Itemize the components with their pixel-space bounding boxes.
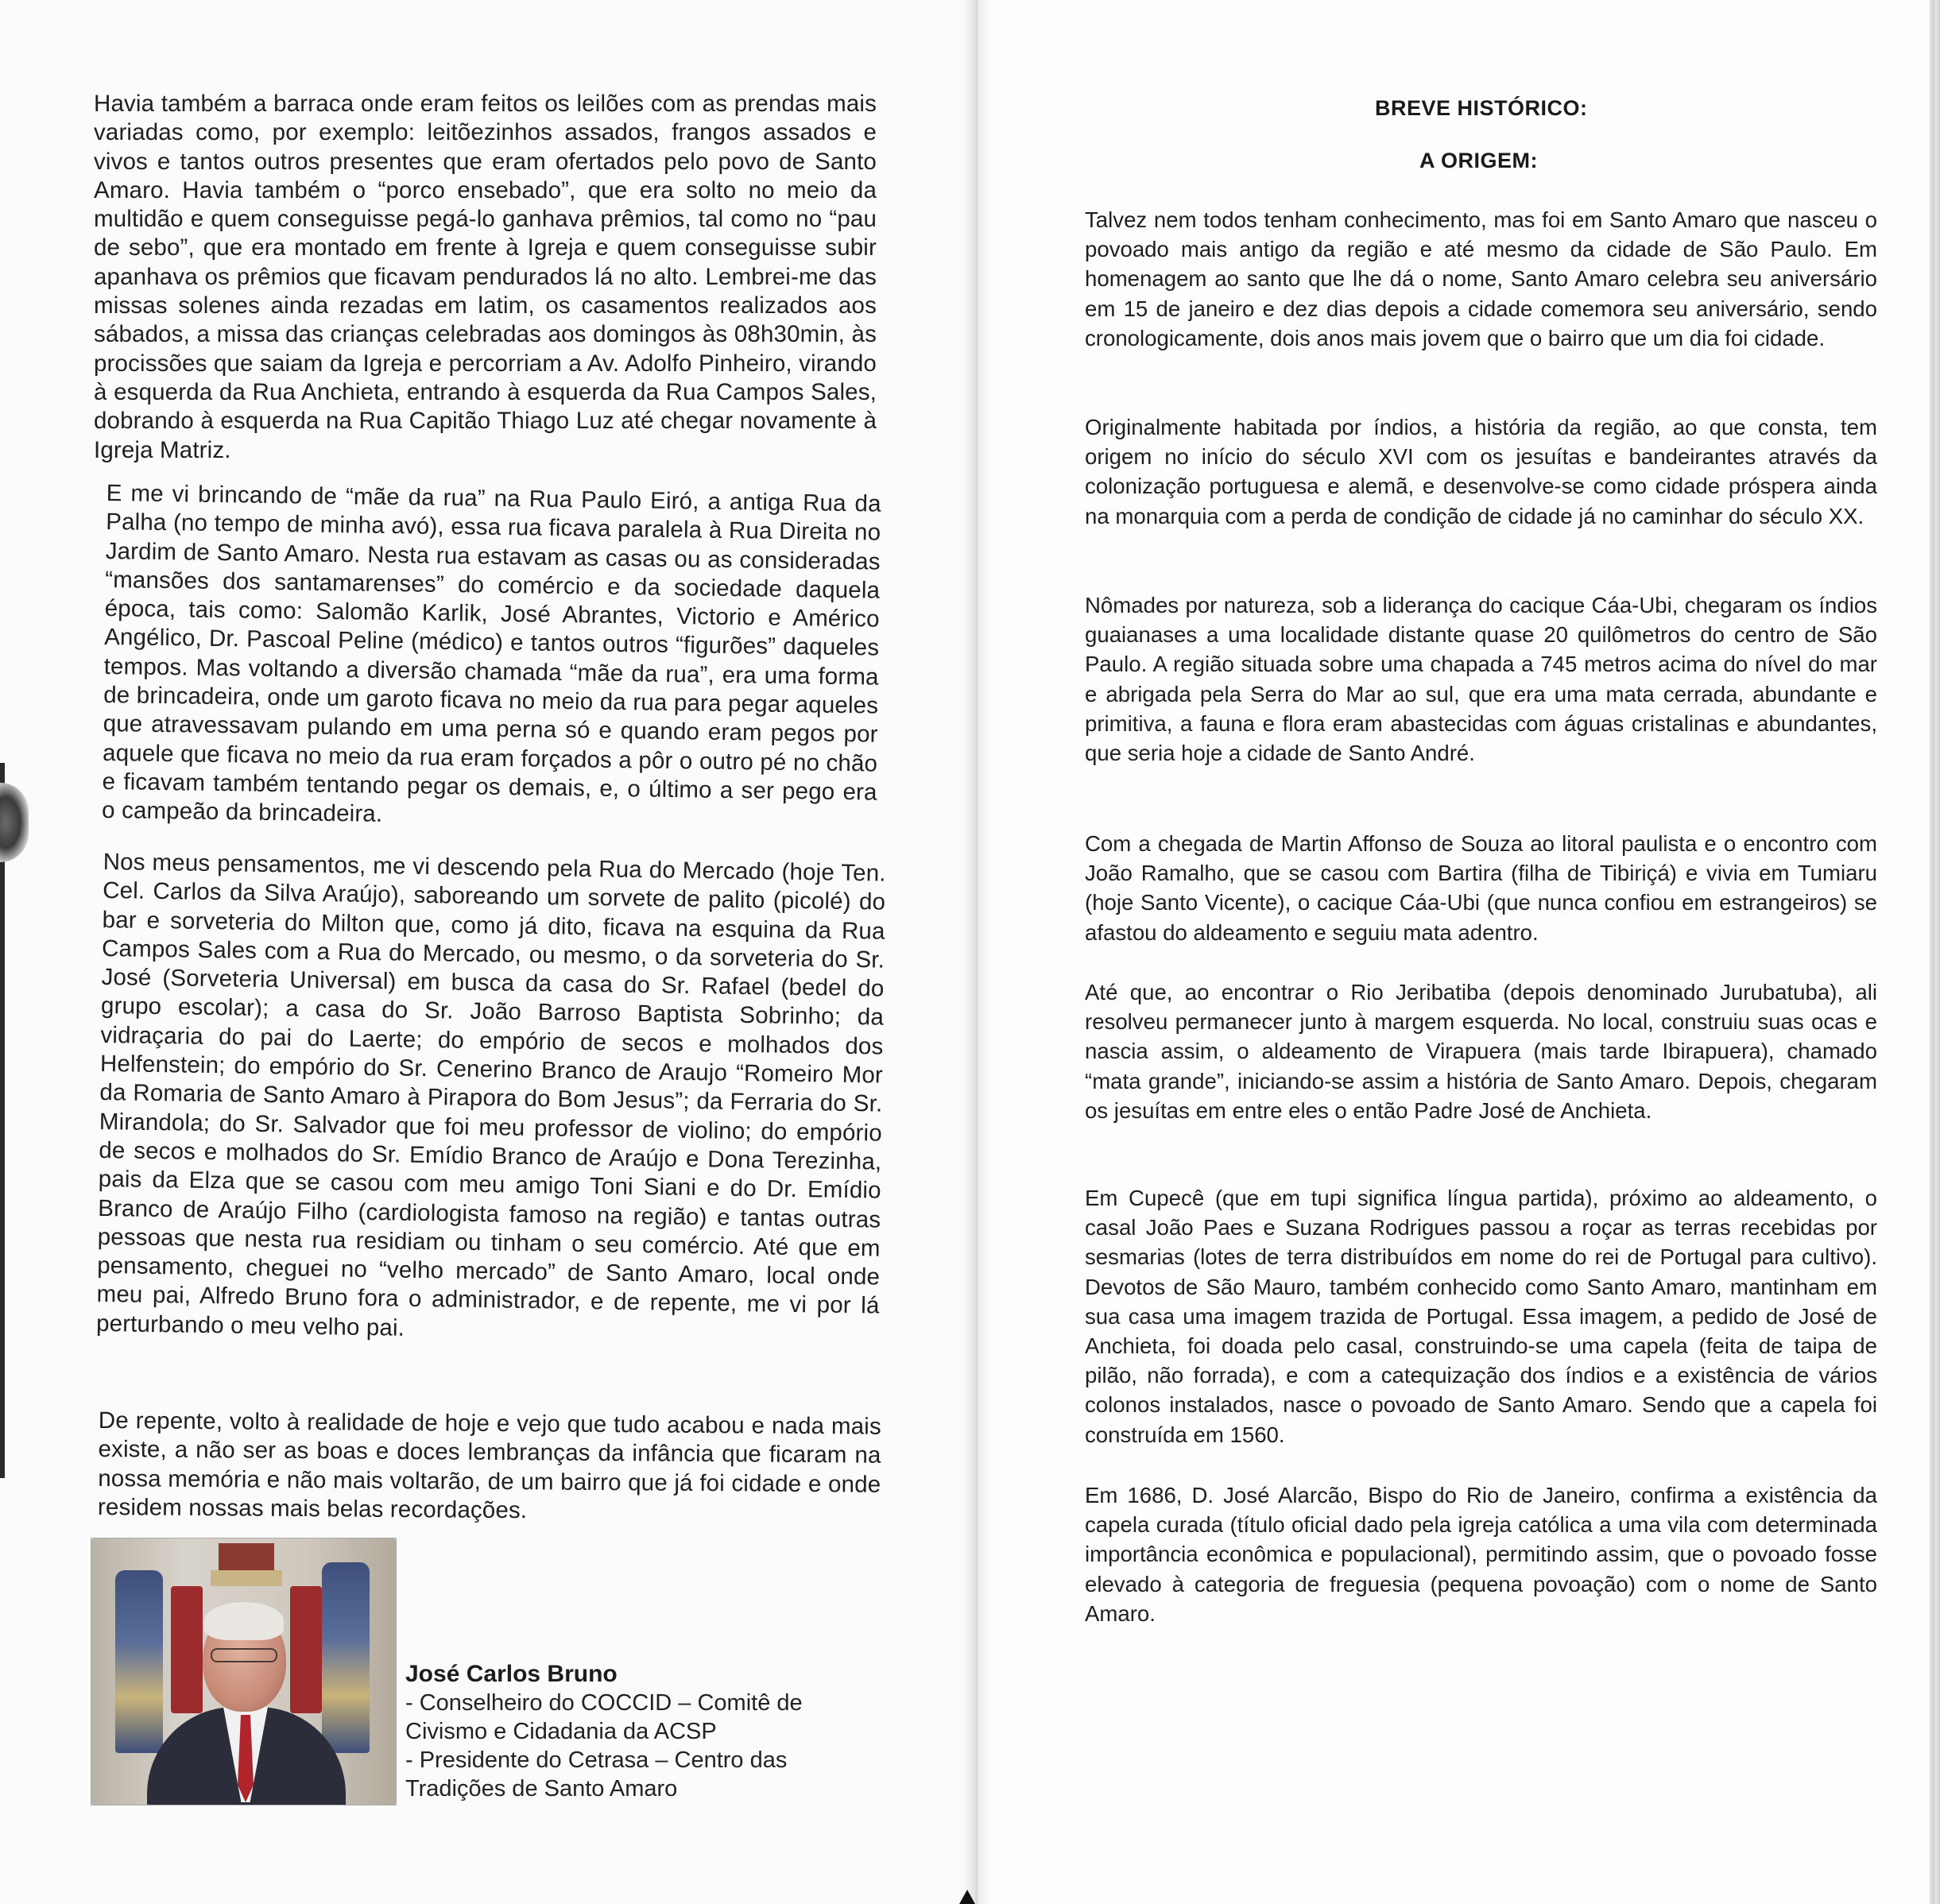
paragraph-text: E me vi brincando de “mãe da rua” na Rua Paulo Eiró, a antiga Rua da Palha (no tempo de minha avó), essa rua ficava paralela à Rua Direita no Jardim de Santo Amaro. Nesta rua estavam as casas ou as consideradas “mansões dos santamarenses” do comércio e da sociedade daquela época, tais como: Salomão Karlik, José Abrantes, Victorio e Américo Angélico, Dr. Pascoal Peline (médico) e tantos outros “figurões” daqueles tempos. Mas voltando a diversão chamada “mãe da rua”, era uma forma de brincadeira, onde um garoto ficava no meio da rua para pegar aqueles que atravessavam pulando em uma perna só e quando eram pegos por aquele que ficava no meio da rua eram forçados a pôr o outro pé no chão e ficavam também tentando pegar os demais, e, o último a ser pego era o campeão da brincadeira. bbox=[101, 479, 881, 828]
paragraph-text: Com a chegada de Martin Affonso de Souza ao litoral paulista e o encontro com João Ramalho, que se casou com Bartira (filha de Tibiriçá) e vivia em Tumiaru (hoje Santo Vicente), o cacique Cáa-Ubi (que nunca confiou em estrangeiros) se afastou do aldeamento e seguiu mata adentro. bbox=[1085, 831, 1877, 945]
left-paragraph-4 bbox=[98, 1407, 881, 1528]
paragraph-text: Talvez nem todos tenham conhecimento, mas foi em Santo Amaro que nasceu o povoado mais antigo da região e até mesmo da cidade de São Paulo. Em homenagem ao santo que lhe dá o nome, Santo Amaro celebra seu aniversário em 15 de janeiro e dez dias depois a cidade comemora seu aniversário, sendo cronologicamente, dois anos mais jovem que o bairro que um dia foi cidade. bbox=[1085, 207, 1877, 350]
section-subheading: A ORIGEM: bbox=[1419, 149, 1538, 172]
right-paragraph-2 bbox=[1085, 412, 1877, 531]
paragraph-text: Em Cupecê (que em tupi significa língua partida), próximo ao aldeamento, o casal João Paes e Suzana Rodrigues passou a roçar as terras recebidas por sesmarias (lotes de terra distribuídos em nome do rei de Portugal para cultivo). Devotos de São Mauro, também conhecido como Santo Amaro, mantinham em sua casa uma imagem trazida de Portugal. Essa imagem, a pedido de José de Anchieta, foi doada pelo casal, construindo-se uma capela (feita de taipa de pilão, não forrada), e com a catequização dos índios e a existência de vários colonos instalados, nasce o povoado de Santo Amaro. Sendo que a capela foi construída em 1560. bbox=[1085, 1186, 1877, 1447]
paragraph-text: Nos meus pensamentos, me vi descendo pela Rua do Mercado (hoje Ten. Cel. Carlos da Silva Araújo), saboreando um sorvete de palito (picolé) do bar e sorveteria do Milton que, como já dito, ficava na esquina da Rua Campos Sales com a Rua do Mercado, ou mesmo, o da sorveteria do Sr. José (Sorveteria Universal) em busca da casa do Sr. Rafael (bedel do grupo escolar); a casa do Sr. João Barroso Baptista Sobrinho; da vidraçaria do pai do Laerte; do empório de secos e molhados dos Helfenstein; do empório do Sr. Cenerino Branco de Araujo “Romeiro Mor da Romaria de Santo Amaro à Pirapora do Bom Jesus”; da Ferraria do Sr. Mirandola; do Sr. Salvador que foi meu professor de violino; do empório de secos e molhados do Sr. Emídio Branco de Araújo e Dona Terezinha, pais da Elza que se casou com meu amigo Toni Siani e do Dr. Emídio Branco de Araújo Filho (cardiologista famoso na região) e tantas outras pessoas que nesta rua residiam ou tinham o seu comércio. Até que em pensamento, cheguei no “velho mercado” de Santo Amaro, local onde meu pai, Alfredo Bruno fora o administrador, e de repente, me vi por lá perturbando o meu velho pai. bbox=[95, 848, 886, 1341]
author-name: José Carlos Bruno bbox=[405, 1661, 618, 1687]
binding-edge bbox=[0, 763, 5, 1478]
right-paragraph-4 bbox=[1085, 829, 1877, 947]
left-paragraph-2 bbox=[102, 479, 881, 836]
paragraph-text: Originalmente habitada por índios, a história da região, ao que consta, tem origem no início do século XVI com os jesuítas e bandeirantes através da colonização portuguesa e alemã, e desenvolve-se como cidade próspera ainda na monarquia com a perda de condição de cidade já no caminhar do século XX. bbox=[1085, 415, 1877, 528]
right-paragraph-1 bbox=[1085, 205, 1877, 353]
paragraph-text: De repente, volto à realidade de hoje e vejo que tudo acabou e nada mais existe, a não ser as boas e doces lembranças da infância que ficaram na nossa memória e não mais voltarão, de um bairro que já foi cidade e onde residem nossas mais belas recordações. bbox=[97, 1407, 881, 1524]
section-heading: BREVE HISTÓRICO: bbox=[1375, 96, 1588, 120]
page-edge-shadow bbox=[1929, 0, 1940, 1904]
paragraph-text: Até que, ao encontrar o Rio Jeribatiba (depois denominado Jurubatuba), ali resolveu permanecer junto à margem esquerda. No local, construiu suas ocas e nascia assim, o aldeamento de Virapuera (mais tarde Ibirapuera), chamado “mata grande”, iniciando-se assim a história de Santo Amaro. Depois, chegaram os jesuítas em entre eles o então Padre José de Anchieta. bbox=[1085, 980, 1877, 1123]
author-role: - Conselheiro do COCCID – Comitê de Civismo e Cidadania da ACSP bbox=[405, 1690, 803, 1744]
author-photo bbox=[91, 1538, 397, 1805]
book-gutter-shadow bbox=[963, 0, 990, 1904]
right-paragraph-6 bbox=[1085, 1183, 1877, 1449]
right-paragraph-7 bbox=[1085, 1480, 1877, 1628]
paragraph-text: Em 1686, D. José Alarcão, Bispo do Rio de Janeiro, confirma a existência da capela curada (título oficial dado pela igreja católica a uma vila com determinada importância econômica e populacional), permitindo assim, que o povoado fosse elevado à categoria de freguesia (pequena povoação) com o nome de Santo Amaro. bbox=[1085, 1483, 1877, 1626]
right-paragraph-3 bbox=[1085, 590, 1877, 768]
left-paragraph-1 bbox=[94, 90, 877, 465]
paragraph-text: Havia também a barraca onde eram feitos os leilões com as prendas mais variadas como, por exemplo: leitõezinhos assados, frangos assados e vivos e tantos outros presentes que eram ofertados pelo povo de Santo Amaro. Havia também o “porco ensebado”, que era solto no meio da multidão e quem conseguisse pegá-lo ganhava prêmios, tal como no “pau de sebo”, que era montado em frente à Igreja e quem conseguisse subir apanhava os prêmios que ficavam pendurados lá no alto. Lembrei-me das missas solenes ainda rezadas em latim, os casamentos realizados aos sábados, a missa das crianças celebradas aos domingos às 08h30min, às procissões que saiam da Igreja e percorriam a Av. Adolfo Pinheiro, virando à esquerda da Rua Anchieta, entrando à esquerda da Rua Campos Sales, dobrando à esquerda na Rua Capitão Thiago Luz até chegar novamente à Igreja Matriz. bbox=[94, 91, 877, 463]
right-paragraph-5 bbox=[1085, 977, 1877, 1125]
paragraph-text: Nômades por natureza, sob a liderança do cacique Cáa-Ubi, chegaram os índios guaianases a uma localidade distante quase 20 quilômetros do centro de São Paulo. A região situada sobre uma chapada a 745 metros acima do nível do mar e abrigada pela Serra do Mar ao sul, que era uma mata cerrada, abundante e primitiva, a fauna e flora eram abastecidas com águas cristalinas e abundantes, que seria hoje a cidade de Santo André. bbox=[1085, 593, 1877, 766]
author-role: - Presidente do Cetrasa – Centro das Tradições de Santo Amaro bbox=[405, 1747, 788, 1801]
left-paragraph-3 bbox=[96, 848, 886, 1350]
